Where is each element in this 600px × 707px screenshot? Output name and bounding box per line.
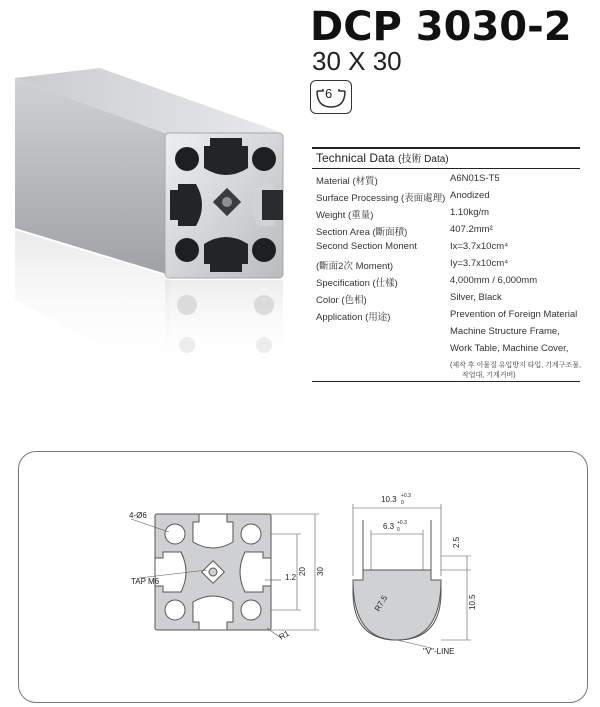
slot-open-tol-upper: +0.3 bbox=[397, 520, 407, 526]
hole bbox=[241, 600, 261, 620]
technical-data-title-cjk: (技術 Data) bbox=[398, 154, 449, 165]
spec-row bbox=[312, 207, 580, 223]
hole bbox=[165, 600, 185, 620]
slot-open: 6.3 bbox=[383, 522, 395, 531]
slot-radius: R7.5 bbox=[372, 593, 390, 613]
spec-label-cjk: (斷面積) bbox=[372, 227, 408, 238]
spec-label: Color bbox=[316, 295, 339, 306]
spec-row bbox=[312, 258, 580, 274]
spec-label: Material bbox=[316, 176, 350, 187]
hole bbox=[241, 524, 261, 544]
spec-value: 407.2mm² bbox=[450, 224, 493, 235]
spec-row bbox=[312, 309, 580, 325]
technical-drawing-panel bbox=[18, 451, 588, 703]
technical-data-table bbox=[312, 147, 580, 382]
dim-lip: 2.5 bbox=[452, 536, 461, 548]
dim-slot-gap: 1.2 bbox=[285, 573, 297, 582]
spec-label-cjk: (表面處理) bbox=[401, 193, 446, 204]
spec-value: Ix=3.7x10cm⁴ bbox=[450, 241, 509, 252]
dim-inner: 20 bbox=[298, 567, 307, 576]
spec-row bbox=[312, 292, 580, 308]
slot-width-tol-upper: +0.3 bbox=[401, 493, 411, 499]
spec-row bbox=[312, 343, 580, 359]
spec-value: Iy=3.7x10cm⁴ bbox=[450, 258, 509, 269]
spec-label: Application bbox=[316, 312, 363, 323]
product-size: 30 X 30 bbox=[312, 46, 402, 76]
spec-label: Surface Processing bbox=[316, 193, 399, 204]
spec-label: Specification bbox=[316, 278, 370, 289]
spec-row bbox=[312, 173, 580, 189]
product-model: DCP 3030-2 bbox=[310, 4, 572, 50]
dim-outer: 30 bbox=[316, 567, 325, 576]
spec-label: Second Section Monent bbox=[316, 241, 417, 252]
hole bbox=[165, 524, 185, 544]
tap-label: TAP M6 bbox=[131, 577, 160, 586]
technical-data-body bbox=[312, 169, 580, 382]
spec-value-korean: (제작 후 이물질 유입방지 타입, 기계구조물, bbox=[450, 362, 581, 369]
spec-label-cjk: (仕樣) bbox=[372, 278, 398, 289]
slot-open-tol-lower: 0 bbox=[397, 527, 400, 533]
spec-value: A6N01S-T5 bbox=[450, 173, 500, 184]
spec-row bbox=[312, 275, 580, 291]
slot-type-badge bbox=[310, 80, 352, 114]
v-line-label: "V"-LINE bbox=[423, 647, 455, 656]
technical-data-title: Technical Data bbox=[316, 151, 395, 165]
spec-value: Prevention of Foreign Material bbox=[450, 309, 578, 320]
spec-label-cjk: (重量) bbox=[348, 210, 374, 221]
spec-row bbox=[312, 190, 580, 206]
hole-label: 4-Ø6 bbox=[129, 511, 147, 520]
spec-label: Weight bbox=[316, 210, 346, 221]
technical-drawing bbox=[19, 452, 587, 702]
spec-label-cjk: (材質) bbox=[352, 176, 378, 187]
spec-label-cjk: (用途) bbox=[365, 312, 391, 323]
spec-value: Silver, Black bbox=[450, 292, 502, 303]
spec-value-continued: Machine Structure Frame, bbox=[450, 326, 560, 337]
spec-row bbox=[312, 326, 580, 342]
spec-label-cjk: (色相) bbox=[341, 295, 367, 306]
spec-row bbox=[312, 370, 580, 386]
profile-3d-image bbox=[0, 60, 300, 400]
slot-width-tol-lower: 0 bbox=[401, 500, 404, 506]
slot-number: 6 bbox=[325, 86, 333, 101]
spec-value: Anodized bbox=[450, 190, 490, 201]
spec-value: 4,000mm / 6,000mm bbox=[450, 275, 538, 286]
spec-value: 1.10kg/m bbox=[450, 207, 490, 218]
spec-value-continued: Work Table, Machine Cover, bbox=[450, 343, 569, 354]
spec-row bbox=[312, 241, 580, 257]
dim-depth: 10.5 bbox=[468, 594, 477, 610]
technical-data-header bbox=[312, 147, 580, 169]
slot-width: 10.3 bbox=[381, 495, 397, 504]
spec-label: Section Area bbox=[316, 227, 370, 238]
spec-label: (斷面2次 Moment) bbox=[316, 261, 394, 272]
radius-label: R1 bbox=[277, 628, 291, 642]
spec-value-korean: 작업대, 기계커버) bbox=[462, 372, 516, 379]
spec-row bbox=[312, 224, 580, 240]
